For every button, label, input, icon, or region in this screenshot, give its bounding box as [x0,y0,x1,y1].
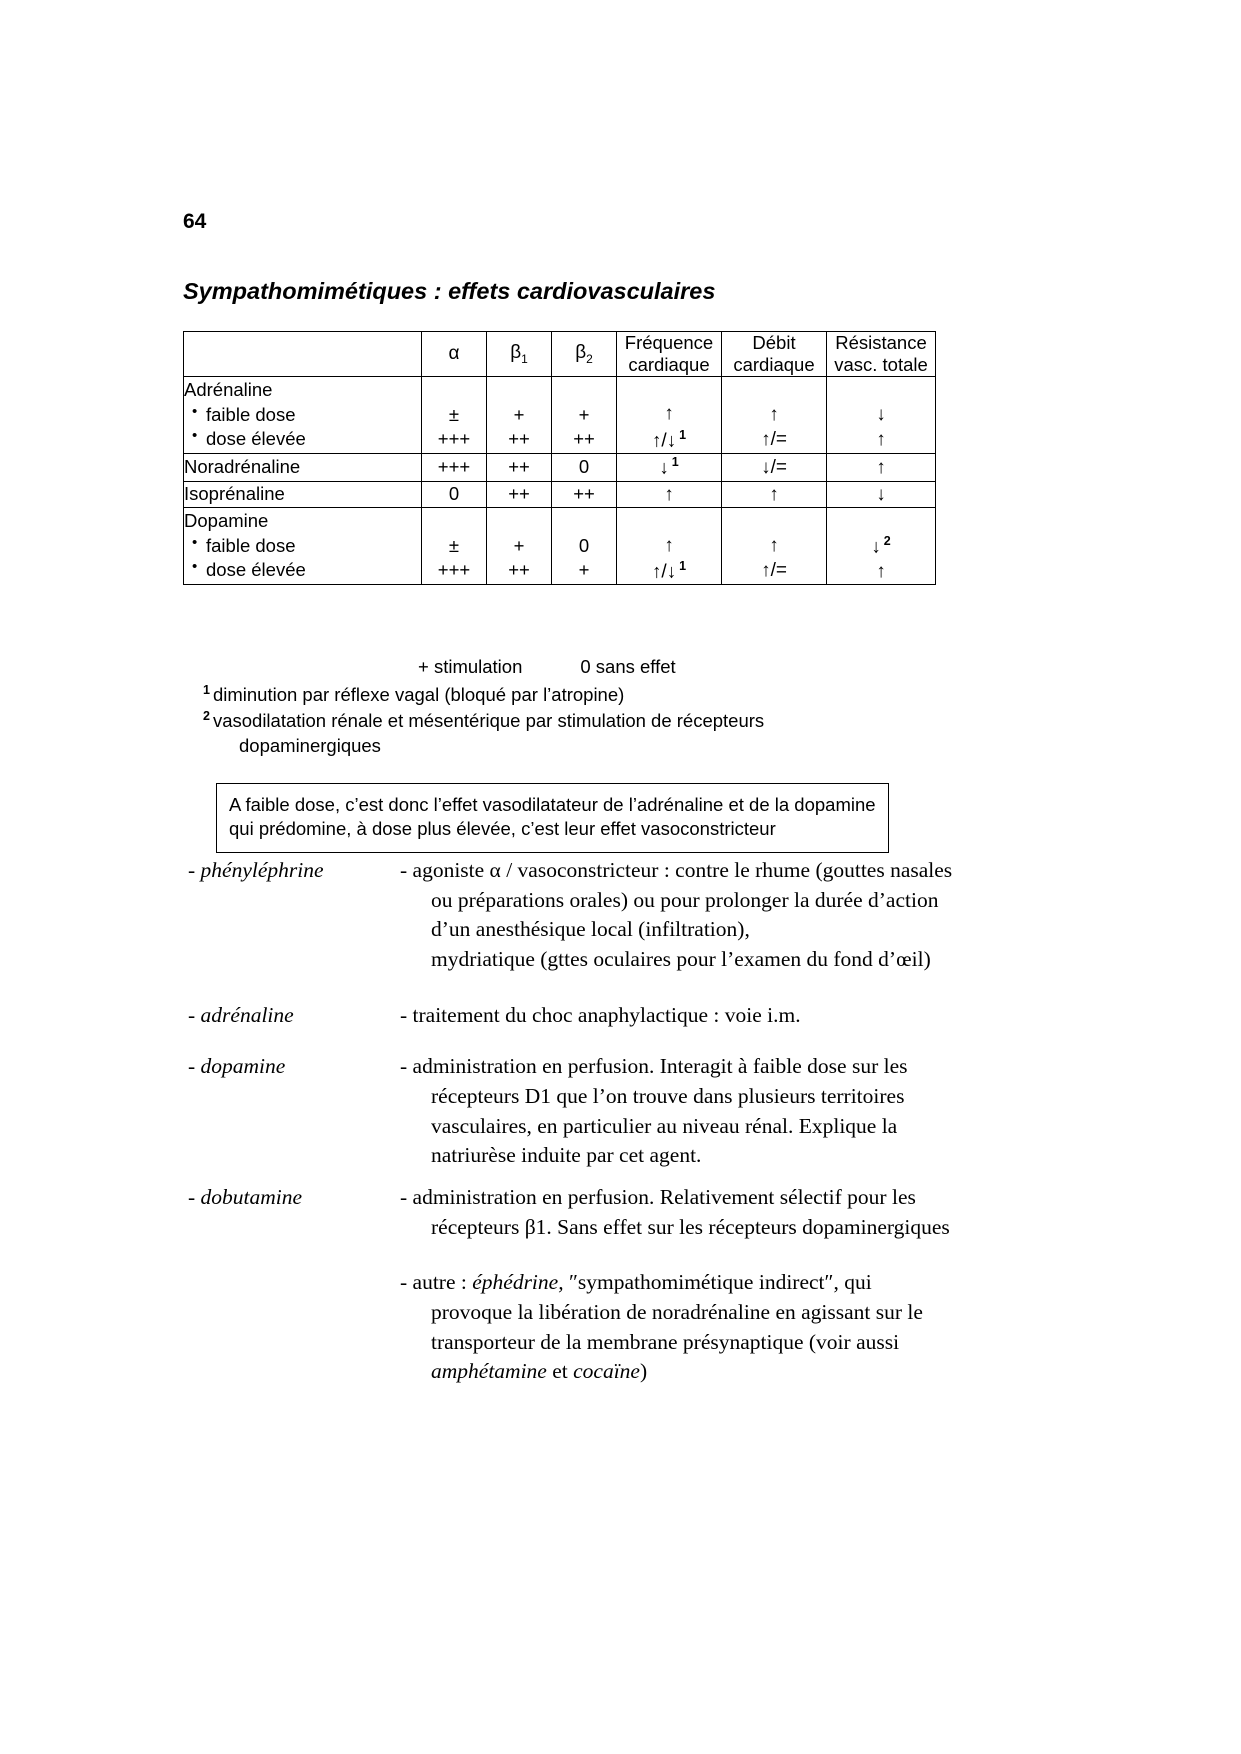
header-line-1: Débit [752,332,796,353]
value-faible-dose: ± [448,403,460,425]
list-item: • dose élevée [206,427,421,452]
description-line: transporteur de la membrane présynaptique (voir aussi [431,1329,900,1354]
drug-description [400,1052,973,1171]
table-row [184,376,936,453]
description-line: ou préparations orales) ou pour prolonger la durée d’action [431,887,939,912]
header-line-2: cardiaque [733,353,815,375]
dose-list [184,534,421,583]
value-dose-elevee: ++ [573,428,595,450]
value-faible-dose: ± [448,534,460,556]
sympathomimetics-effects-table [183,331,936,585]
row-label-dopamine [184,507,422,584]
column-header-beta1 [487,332,552,377]
table-legend [418,656,676,678]
legend-stimulation: + stimulation [418,656,523,677]
table-header-row [184,332,936,377]
value-dose-elevee [617,558,721,585]
cell-noradrenaline-debit: ↓/= [722,454,827,482]
description-line: d’un anesthésique local (infiltration), [431,917,750,942]
cell-adrenaline-alpha [422,376,487,453]
row-label-isoprenaline [184,481,422,507]
footnote-marker: 1 [679,427,687,442]
footnote-2-continuation: dopaminergiques [239,734,381,756]
cell-noradrenaline-beta1: ++ [487,454,552,482]
table-row [184,481,936,507]
column-header-debit-cardiaque [722,332,827,377]
table-row [184,507,936,584]
footnote-marker: 2 [203,708,210,723]
footnote-text: vasodilatation rénale et mésentérique par stimulation de récepteurs [212,710,765,732]
autre-emphasis-amphetamine: amphétamine [431,1359,547,1384]
footnote-1 [203,682,923,708]
beta1-subscript: 1 [521,351,528,366]
drug-name: Isoprénaline [184,483,285,505]
autre-conjunction: et [546,1359,574,1384]
cell-dopamine-frequence [617,507,722,584]
description-line: natriurèse induite par cet agent. [431,1143,702,1168]
value-dose-elevee: + [578,559,590,581]
drug-entry-phenylephrine [183,856,973,975]
autre-prefix: - autre : [400,1270,473,1295]
description-line: - administration en perfusion. Relativement sélectif pour les [400,1184,916,1209]
description-line: provoque la libération de noradrénaline en agissant sur le [431,1299,923,1324]
cell-isoprenaline-alpha: 0 [422,481,487,507]
header-line-1: Fréquence [624,332,714,353]
highlight-line-2: qui prédomine, à dose plus élevée, c’est leur effet vasoconstricteur [229,818,776,840]
description-line: vasculaires, en particulier au niveau rénal. Explique la [431,1113,898,1138]
drug-label: - dopamine [188,1054,286,1079]
cell-dopamine-beta2 [552,507,617,584]
value-dose-elevee: ++ [508,559,530,581]
effects-table-wrapper [183,331,935,585]
autre-line1-rest: ″sympathomimétique indirect″, qui [563,1270,872,1295]
footnote-marker: 1 [671,455,679,470]
drug-entry-dobutamine [183,1183,973,1242]
dose-list [184,403,421,452]
description-line: - administration en perfusion. Interagit à faible dose sur les [400,1054,908,1079]
drug-description [400,856,973,975]
cell-dopamine-beta1 [487,507,552,584]
value-faible-dose: + [513,403,525,425]
cell-noradrenaline-resistance: ↑ [827,454,936,482]
footnote-text: diminution par réflexe vagal (bloqué par l’atropine) [212,684,625,706]
list-item: • faible dose [206,534,421,559]
column-header-beta2 [552,332,617,377]
description-line: - agoniste α / vasoconstricteur : contre le rhume (gouttes nasales [400,858,953,882]
value-dose-elevee: ↑/= [761,429,787,451]
beta1-symbol: β [510,341,522,363]
description-line: - traitement du choc anaphylactique : voie i.m. [400,1002,801,1027]
value-faible-dose: ↓ [876,403,886,425]
description-line: récepteurs β1. Sans effet sur les récepteurs dopaminergiques [431,1214,950,1239]
header-line-1: Résistance [835,332,927,353]
drug-name: Adrénaline [184,378,273,400]
drug-name: Noradrénaline [184,456,301,478]
value-faible-dose: ↑ [664,403,674,425]
page-number: 64 [183,210,207,233]
value-dose-elevee: ↑ [876,429,886,451]
row-label-adrenaline [184,376,422,453]
autre-closing: ) [639,1359,648,1384]
drug-label: - phényléphrine [188,858,324,882]
footnote-2 [203,708,923,734]
description-line: mydriatique (gttes oculaires pour l’examen du fond d’œil) [431,946,931,971]
drug-name: Dopamine [184,510,269,532]
value-faible-dose: ↑ [664,534,674,556]
footnote-marker: 1 [203,683,210,697]
drug-entry-adrenaline [183,1001,973,1031]
value-dose-elevee: ↑/= [761,560,787,582]
cell-adrenaline-frequence [617,376,722,453]
highlight-line-1: A faible dose, c’est donc l’effet vasodilatateur de l’adrénaline et de la dopamine [229,794,876,815]
footnote-marker: 2 [883,533,891,548]
column-header-frequence-cardiaque [617,332,722,377]
column-header-alpha [422,332,487,377]
value-faible-dose: + [578,403,590,425]
arrow-glyph: ↓ [871,535,881,557]
value-faible-dose [827,533,935,560]
alpha-symbol: α [448,342,460,364]
drug-entry-dopamine [183,1052,973,1171]
description-line [411,1357,973,1387]
cell-isoprenaline-beta1: ++ [487,481,552,507]
cell-adrenaline-beta2 [552,376,617,453]
value-dose-elevee: +++ [437,559,471,581]
arrow-glyph: ↑/↓ [651,429,677,451]
drug-entry-autre [183,1268,973,1387]
cell-isoprenaline-frequence: ↑ [617,481,722,507]
beta2-symbol: β [575,341,587,363]
autre-emphasis-cocaine: cocaïne [573,1359,640,1384]
cell-isoprenaline-debit: ↑ [722,481,827,507]
cell-noradrenaline-frequence [617,454,722,482]
list-item: • faible dose [206,403,421,428]
drug-description [400,1268,973,1387]
cell-dopamine-resistance [827,507,936,584]
cell-isoprenaline-resistance: ↓ [827,481,936,507]
page-title: Sympathomimétiques : effets cardiovasculaires [183,278,716,304]
drug-indications-list [183,856,973,1387]
value-dose-elevee: +++ [437,428,471,450]
cell-noradrenaline-alpha: +++ [422,454,487,482]
row-label-noradrenaline [184,454,422,482]
arrow-glyph: ↓ [659,457,669,479]
header-line-2: cardiaque [628,353,710,375]
cell-adrenaline-resistance [827,376,936,453]
value-faible-dose: ↑ [769,535,779,557]
value-dose-elevee [617,427,721,454]
cell-adrenaline-debit [722,376,827,453]
list-item: • dose élevée [206,558,421,583]
drug-label: - dobutamine [188,1184,303,1209]
legend-no-effect: 0 sans effet [580,656,676,677]
drug-description [400,1001,973,1031]
column-header-resistance-vasculaire [827,332,936,377]
cell-noradrenaline-beta2: 0 [552,454,617,482]
value-faible-dose: ↑ [769,403,779,425]
description-line [400,1270,872,1294]
highlight-box [216,783,889,853]
description-line: récepteurs D1 que l’on trouve dans plusieurs territoires [431,1083,905,1108]
footnote-marker: 1 [679,558,687,573]
value-faible-dose: + [513,534,525,556]
arrow-glyph: ↑/↓ [651,561,677,583]
column-header-blank [184,332,422,377]
value-dose-elevee: ++ [508,428,530,450]
cell-dopamine-alpha [422,507,487,584]
autre-emphasis-ephedrine: éphédrine, [472,1270,564,1295]
value-faible-dose: 0 [578,534,590,556]
cell-dopamine-debit [722,507,827,584]
header-line-2: vasc. totale [834,353,928,375]
beta2-subscript: 2 [586,351,593,366]
drug-description [400,1183,973,1242]
table-row [184,454,936,482]
value-dose-elevee: ↑ [876,561,886,583]
cell-isoprenaline-beta2: ++ [552,481,617,507]
drug-label: - adrénaline [188,1002,294,1027]
cell-adrenaline-beta1 [487,376,552,453]
footnotes-block [203,682,923,759]
